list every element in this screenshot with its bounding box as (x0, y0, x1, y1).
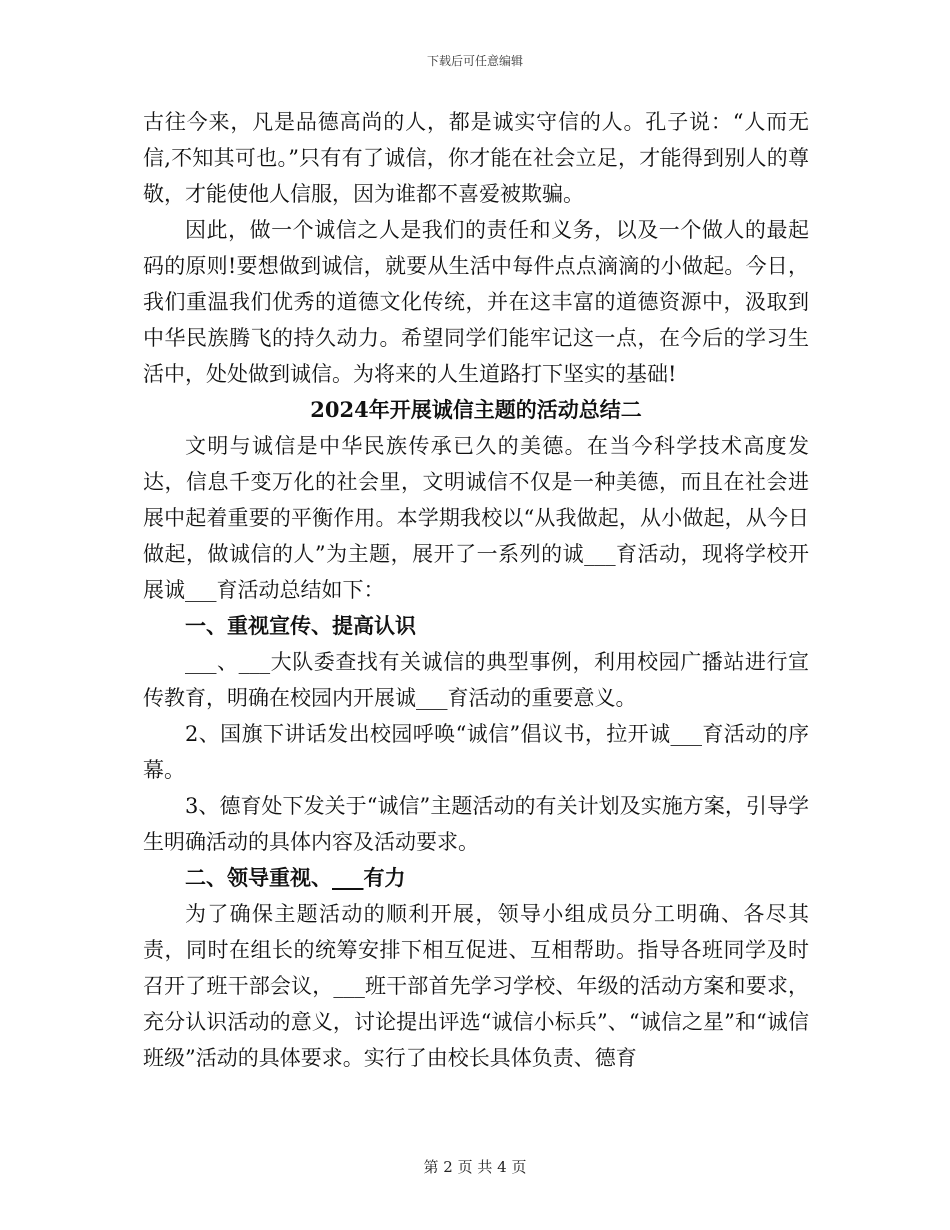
paragraph-conclusion: 因此，做一个诚信之人是我们的责任和义务，以及一个做人的最起码的原则!要想做到诚信，就要从生活中每件点点滴滴的小做起。今日，我们重温我们优秀的道德文化传统，并在这丰富的道德资源中，汲取到中华民族腾飞的持久动力。希望同学们能牢记这一点，在今后的学习生活中，处处做到诚信。为将来的人生道路打下坚实的基础! (143, 218, 809, 386)
document-title: 2024年开展诚信主题的活动总结二 (310, 397, 642, 422)
section-heading-1: 一、重视宣传、提高认识 (185, 613, 416, 638)
page-header: 下载后可任意编辑 (426, 54, 523, 68)
paragraph-overview: 文明与诚信是中华民族传承已久的美德。在当今科学技术高度发达，信息千变万化的社会里，文明诚信不仅是一种美德，而且在社会进展中起着重要的平衡作用。本学期我校以“从我做起，从小做起，从今日做起，做诚信的人”为主题，展开了一系列的诚___育活动，现将学校开展诚___育活动总结如下： (143, 434, 809, 602)
paragraph-item-2: 2、国旗下讲话发出校园呼唤“诚信”倡议书，拉开诚___育活动的序幕。 (143, 722, 809, 782)
paragraph-intro: 古往今来，凡是品德高尚的人，都是诚实守信的人。孔子说：“人而无信,不知其可也。”只有有了诚信，你才能在社会立足，才能得到别人的尊敬，才能使他人信服，因为谁都不喜爱被欺骗。 (143, 110, 809, 206)
section-heading-2: 二、领导重视、___有力 (185, 865, 406, 890)
paragraph-item-3: 3、德育处下发关于“诚信”主题活动的有关计划及实施方案，引导学生明确活动的具体内容及活动要求。 (143, 794, 809, 854)
document-body (143, 104, 809, 1076)
paragraph-leadership: 为了确保主题活动的顺利开展，领导小组成员分工明确、各尽其责，同时在组长的统筹安排下相互促进、互相帮助。指导各班同学及时召开了班干部会议，___班干部首先学习学校、年级的活动方案和要求，充分认识活动的意义，讨论提出评选“诚信小标兵”、“诚信之星”和“诚信班级”活动的具体要求。实行了由校长具体负责、德育 (143, 902, 809, 1070)
paragraph-item-1: ___、___大队委查找有关诚信的典型事例，利用校园广播站进行宣传教育，明确在校园内开展诚___育活动的重要意义。 (143, 650, 809, 710)
page-number: 第 2 页 共 4 页 (423, 1158, 527, 1176)
